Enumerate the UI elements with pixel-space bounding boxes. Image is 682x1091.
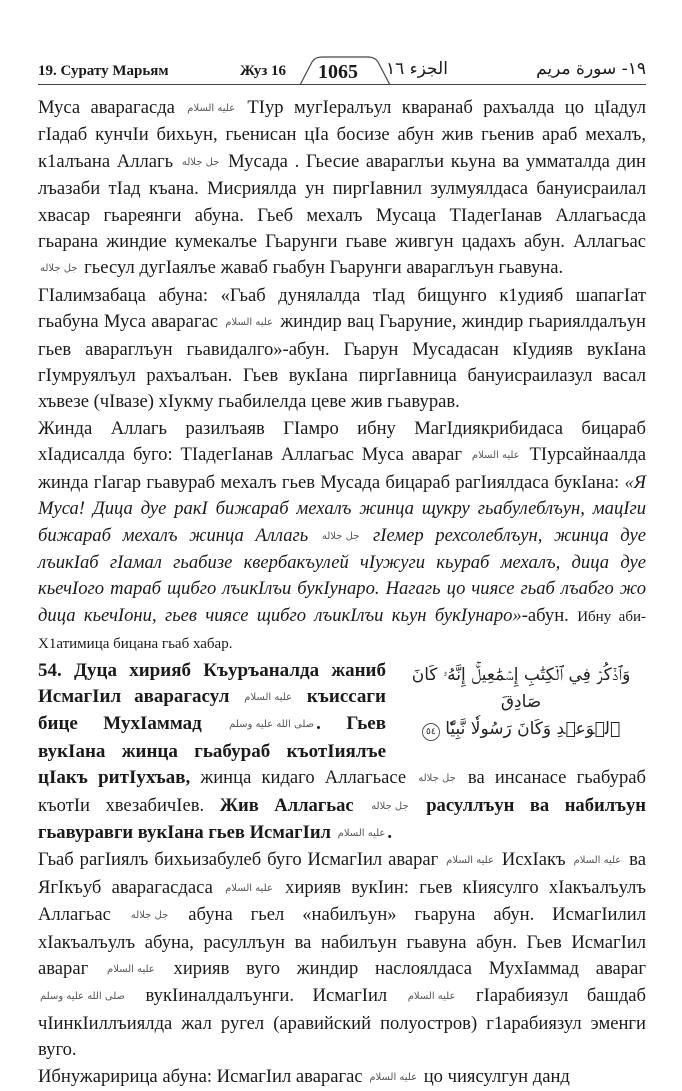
sura-arabic: ١٩- سورة مريم (536, 59, 646, 79)
text: Мусада . Гьесие авараглъи кьуна ва умматалда дин лъазаби тIад къана. Мисриялда ун пиргIавнил зулмуялдаса бануисраилал хвасар гьареянги абуна. Гьеб мехалъ Мусаца ТIадегIанав Аллагьасда гьарана жиндие кумекалъе Гьарунги гьаве живгун цадахъ абун. Аллагьас (38, 150, 647, 253)
honorific-jalla-jalaluhu: جل جلاله (181, 156, 220, 168)
text: Жинда Аллагь разилъаяв ГIамро ибну МагIдиякрибидаса бицараб хIадисалда буго: ТIадегIанав Аллагьас Муса авараг (38, 417, 646, 466)
honorific-alayhi-salam: عليه السلام (244, 691, 293, 703)
paragraph-4 (38, 847, 646, 1063)
ayah-heading: 54. Дуца хирияб Къуръаналда жаниб ИсмагIил аварагасул (38, 659, 386, 707)
text: хирияв вуго жиндир наслоялдаса МухIаммад авараг (173, 958, 646, 979)
text: Ибнужаририца абуна: ИсмагIил аварагас (38, 1065, 363, 1087)
ayah-heading: къиссаги бице МухIаммад (38, 685, 387, 735)
page-header (38, 56, 646, 86)
honorific-alayhi-salam: عليه السلام (187, 103, 236, 114)
text: жинца кидаго Аллагьасе (200, 767, 407, 789)
text: гIарабиязул башдаб чIинкIиллъиялда жал ругел (аравийский полуостров) г1арабиязул эменги вуго. (38, 985, 647, 1061)
header-rule (38, 84, 646, 85)
ayah-heading: . Гьев вукIана жинца гьабураб къотIиялъе цIакъ ритIухъав, (38, 713, 386, 789)
page-content (38, 95, 646, 1091)
honorific-jalla-jalaluhu: جل جلاله (418, 773, 456, 785)
paragraph-3 (38, 416, 646, 658)
hadith-quote: гIемер рехсолеблъун, жинца дуе лъикIаб гIамал гьабизе квербакъулей чIужуги кьураб мехалъ, дица дуе кьечIого тараб щибго лъикIлъи букIунаро. Нагагь цо чиясе гьаб лъабго жо дица кьечIони, гьев чиясе щибго лъикIлъи кьун букIунаро» (38, 524, 646, 626)
sura-title: 19. Сурату Марьям (38, 63, 169, 79)
honorific-jalla-jalaluhu: جل جلاله (321, 530, 360, 542)
honorific-alayhi-salam: عليه السلام (369, 1071, 418, 1083)
text: ИсхIакъ (501, 849, 566, 871)
text: Муса аварагасда (38, 97, 175, 118)
honorific-alayhi-salam: عليه السلام (446, 855, 494, 867)
honorific-alayhi-salam: عليه السلام (471, 450, 520, 462)
hadith-quote: «Я Муса! Дица дуе ракI бижараб мехалъ жинца щукру гьабулеблъун, мацIги бижараб мехалъ жинца Аллагь (38, 471, 646, 546)
honorific-jalla-jalaluhu: جل جلاله (130, 910, 169, 922)
text: цо чиясулгун данд (423, 1065, 570, 1087)
honorific-salla-allah: صلى الله عليه وسلم (40, 991, 125, 1003)
text: ва ЯгIкъуб аварагасдаса (38, 849, 646, 898)
honorific-jalla-jalaluhu: جل جلاله (371, 800, 409, 812)
honorific-salla-allah: صلى الله عليه وسلم (229, 719, 315, 731)
honorific-alayhi-salam: عليه السلام (225, 317, 274, 329)
ayah-line: ٱلۡوَعۡدِ وَكَانَ رَسُولٗا نَّبِيّٗا (445, 718, 621, 739)
text: ва инсанасе гьабураб къотIи хвезабичIев. (38, 767, 646, 816)
text: хирияв вукIин: гьев кIиясулго хIакъалъулъ Аллагьас (38, 876, 646, 926)
text: ГIалимзабаца абуна: «Гьаб дунялалда тIад бищунго к1удияб шапагIат гьабуна Муса аварагас (38, 284, 646, 333)
text: гьесул дугIаялъе жаваб гьабун Гьарунги авараглъун гьавуна. (84, 257, 564, 279)
ayah-arabic (396, 662, 646, 743)
honorific-alayhi-salam: عليه السلام (407, 991, 456, 1003)
honorific-jalla-jalaluhu: جل جلاله (40, 263, 78, 275)
honorific-alayhi-salam: عليه السلام (225, 882, 273, 894)
ayah-number-marker: ٥٤ (422, 723, 440, 741)
text: вукIиналдалъунги. ИсмагIил (145, 985, 388, 1007)
ayah-heading: Жив Аллагьас (219, 794, 354, 816)
honorific-alayhi-salam: عليه السلام (107, 964, 155, 975)
text: абуна гьел «набилъун» гьаруна абун. ИсмагIилил хIакъалъулъ абуна, расуллъун ва набилъун гьавуна абун. Гьев ИсмагIил авараг (38, 904, 647, 979)
page-number: 1065 (318, 61, 358, 83)
text: ТIурсайнаалда жинда гIагар гьавураб мехалъ гьев Мусада бицараб рагIиялдаса букIана: (38, 444, 646, 493)
text: -абун. (521, 604, 569, 626)
text: Гьаб рагIиялъ бихьизабулеб буго ИсмагIил авараг (38, 849, 439, 871)
honorific-alayhi-salam: عليه السلام (337, 827, 386, 839)
honorific-alayhi-salam: عليه السلام (573, 855, 622, 867)
text: . (387, 821, 393, 843)
paragraph-5 (38, 1064, 646, 1091)
paragraph-2 (38, 283, 646, 416)
text: ТIур мугIералъул кваранаб рахъалда цо цIадул гIадаб кунчIи бихьун, гьенисан цIа босизе абун жив гьенив араб мехалъ, к1алъана Аллагь (38, 97, 646, 172)
ayah-54-section (38, 658, 646, 848)
hadith-source: Ибну аби-Х1атимица бицана гьаб хабар. (38, 608, 646, 653)
text: жиндир вац Гьаруние, жиндир гьариялдалъун гьев авараглъун гьавидалго»-абун. Гьарун Мусадасан кIудияв вукIана гIумруялъул рахъалъан. Гьев вукIана пиргIавница бануисраилазул васал хъвезе (чIвазе) хIукму гьабилелда цеве жив гьавурав. (38, 311, 646, 413)
ayah-heading: расуллъун ва набилъун гьавуравги вукIана гьев ИсмагIил (38, 794, 647, 843)
juz-label: Жуз 16 (240, 63, 286, 79)
juz-arabic: الجزء ١٦ (386, 59, 448, 79)
ayah-line: وَٱذۡكُرۡ فِي ٱلۡكِتَٰبِ إِسۡمَٰعِيلَۚ إِنَّهُۥ كَانَ صَادِقَ (411, 664, 631, 712)
paragraph-1 (38, 95, 646, 283)
